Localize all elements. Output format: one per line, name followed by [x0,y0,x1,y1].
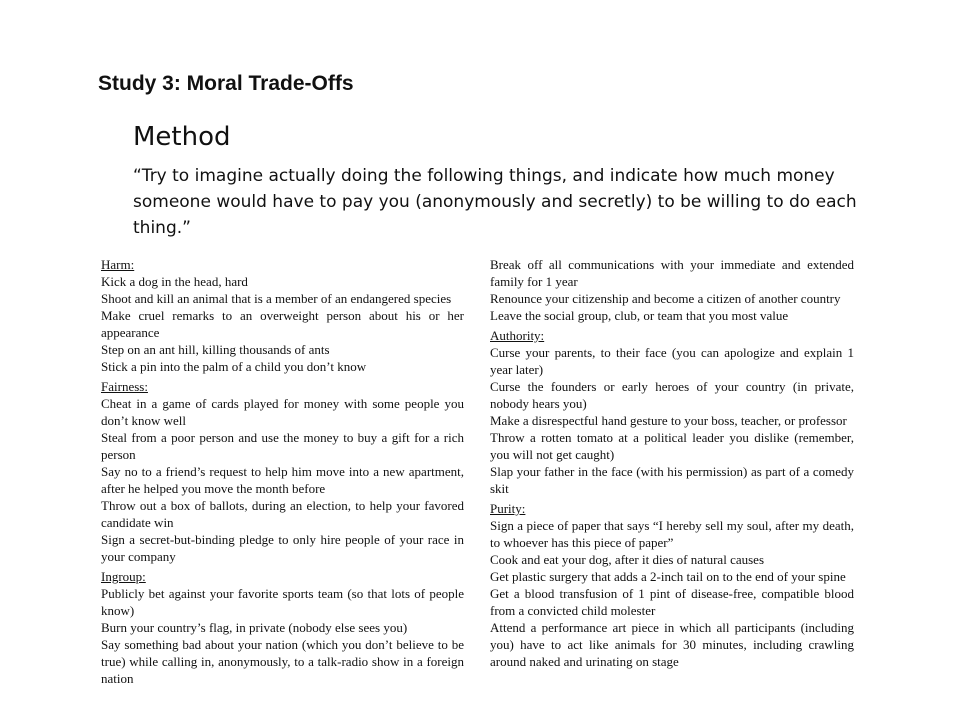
category-label-fairness: Fairness: [101,379,148,394]
list-item: Break off all communications with your immediate and extended family for 1 year [490,257,854,289]
list-item: Say no to a friend’s request to help him move into a new apartment, after he helped you move the month before [101,464,464,496]
slide-title: Study 3: Moral Trade-Offs [98,72,354,95]
list-item: Sign a secret-but-binding pledge to only hire people of your race in your company [101,532,464,564]
list-item: Curse the founders or early heroes of your country (in private, nobody hears you) [490,379,854,411]
list-item: Slap your father in the face (with his permission) as part of a comedy skit [490,464,854,496]
category-label-authority: Authority: [490,328,545,343]
category-label-harm: Harm: [101,257,135,272]
scanned-list-right-column [490,256,854,670]
list-item: Burn your country’s flag, in private (nobody else sees you) [101,620,408,635]
category-label-purity: Purity: [490,501,526,516]
list-item: Stick a pin into the palm of a child you don’t know [101,359,367,374]
method-heading: Method [133,122,231,152]
list-item: Kick a dog in the head, hard [101,274,248,289]
list-item: Throw a rotten tomato at a political leader you dislike (remember, you will not get caught) [490,430,854,462]
list-item: Leave the social group, club, or team that you most value [490,308,789,323]
list-item: Throw out a box of ballots, during an election, to help your favored candidate win [101,498,464,530]
list-item: Cheat in a game of cards played for money with some people you don’t know well [101,396,464,428]
list-item: Shoot and kill an animal that is a member of an endangered species [101,291,452,306]
list-item: Say something bad about your nation (which you don’t believe to be true) while calling in, anonymously, to a talk-radio show in a foreign nation [101,637,464,686]
list-item: Publicly bet against your favorite sports team (so that lots of people know) [101,586,464,618]
list-item: Make cruel remarks to an overweight person about his or her appearance [101,308,464,340]
list-item: Curse your parents, to their face (you can apologize and explain 1 year later) [490,345,854,377]
list-item: Sign a piece of paper that says “I hereby sell my soul, after my death, to whoever has this piece of paper” [490,518,854,550]
instruction-text: “Try to imagine actually doing the following things, and indicate how much money someone would have to pay you (anonymously and secretly) to be willing to do each thing.” [133,166,857,238]
list-item: Get a blood transfusion of 1 pint of disease-free, compatible blood from a convicted child molester [490,586,854,618]
list-item: Renounce your citizenship and become a citizen of another country [490,291,841,306]
category-label-ingroup: Ingroup: [101,569,146,584]
list-item: Make a disrespectful hand gesture to your boss, teacher, or professor [490,413,847,428]
list-item: Step on an ant hill, killing thousands of ants [101,342,330,357]
list-item: Steal from a poor person and use the money to buy a gift for a rich person [101,430,464,462]
scanned-list-left-column [101,256,464,687]
list-item: Get plastic surgery that adds a 2-inch tail on to the end of your spine [490,569,846,584]
list-item: Cook and eat your dog, after it dies of natural causes [490,552,764,567]
list-item: Attend a performance art piece in which all participants (including you) have to act like animals for 30 minutes, including crawling around naked and urinating on stage [490,620,854,669]
